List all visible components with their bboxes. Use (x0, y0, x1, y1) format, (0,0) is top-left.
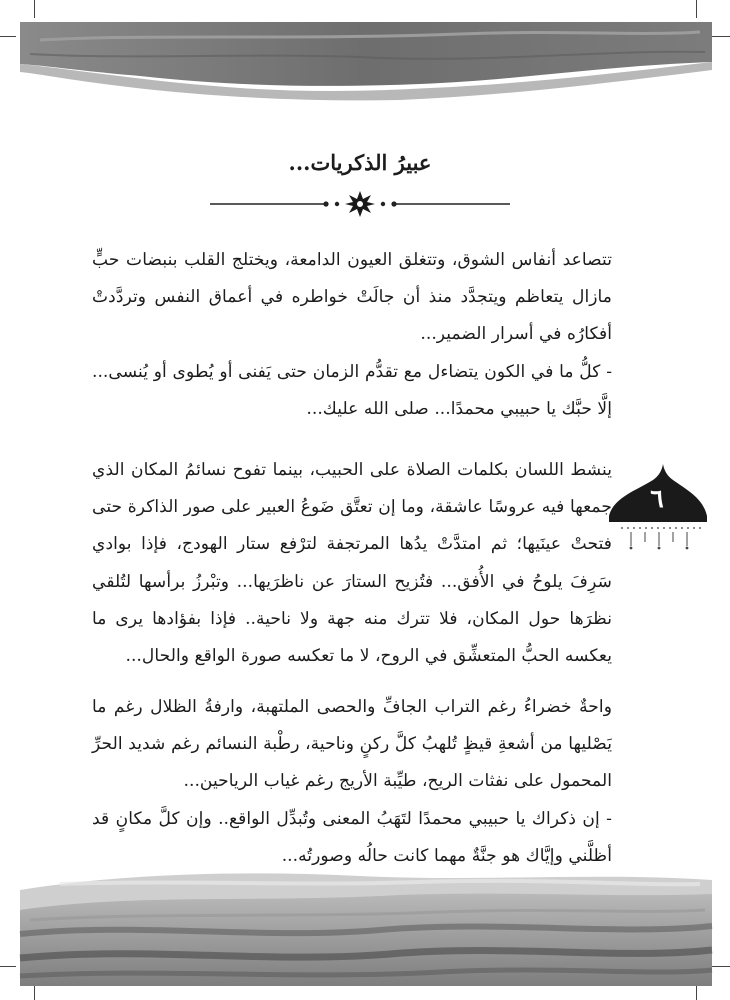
paragraph-1-quote: - كلُّ ما في الكون يتضاءل مع تقدُّم الزمان حتى يَفنى أو يُطوى أو يُنسى... إلَّا حبَّك يا حبيبي محمدًا... صلى الله عليك... (92, 361, 612, 419)
paragraph-3-block (92, 689, 612, 875)
paragraph-1-block (92, 242, 612, 428)
page-title: عبيرُ الذكريات... (288, 150, 432, 175)
title-ornament-divider (210, 190, 510, 218)
top-decorative-band (0, 0, 730, 110)
bottom-decorative-band (0, 850, 730, 1000)
paragraph-2: ينشط اللسان بكلمات الصلاة على الحبيب، بينما تفوح نسائمُ المكان الذي جمعها فيه عروسًا عاشقة، وما إن تعتَّق ضَوعُ العبير على صور الذاكرة حتى فتحتْ عينَيها؛ ثم امتدَّتْ يدُها المرتجفة لترْفع ستار الهودج، فإذا بوادي سَرِفَ يلوحُ في الأُفق... فتُزيح الستارَ عن ناظرَيها... وتبْرزُ برأسها لتُلقي نظرَها حول المكان، فلا تترك منه جهة ولا ناحية.. فإذا بفؤادها يرى ما يعكسه الحبُّ المتعشِّق في الروح، لا ما تعكسه صورة الواقع والحال... (92, 460, 612, 667)
page-number: ٦ (650, 484, 664, 513)
paragraph-1: تتصاعد أنفاس الشوق، وتتغلق العيون الدامعة، ويختلج القلب بنبضات حبٍّ مازال يتعاظم ويتجدَّد منذ أن جالَتْ خواطره في أعماق النفس وتردَّدتْ أفكارُه في أسرار الضمير... (92, 250, 612, 345)
paragraph-3: واحةٌ خضراءُ رغم التراب الجافِّ والحصى الملتهبة، وارفةُ الظلال رغم ما يَصْليها من أشعةِ قيظٍ تُلهبُ كلَّ ركنٍ وناحية، رطْبة النسائم رغم شديد الحرِّ المحمول على نفثات الريح، طيِّبة الأريج رغم غياب الرياحين... (92, 697, 612, 792)
paragraph-3-quote: - إن ذكراك يا حبيبي محمدًا لتَهَبُ المعنى وتُبدِّل الواقع.. وإن كلَّ مكانٍ قد أظلَّني وإيَّاك هو جنَّةٌ مهما كانت حالُه وصورتُه... (92, 808, 612, 866)
